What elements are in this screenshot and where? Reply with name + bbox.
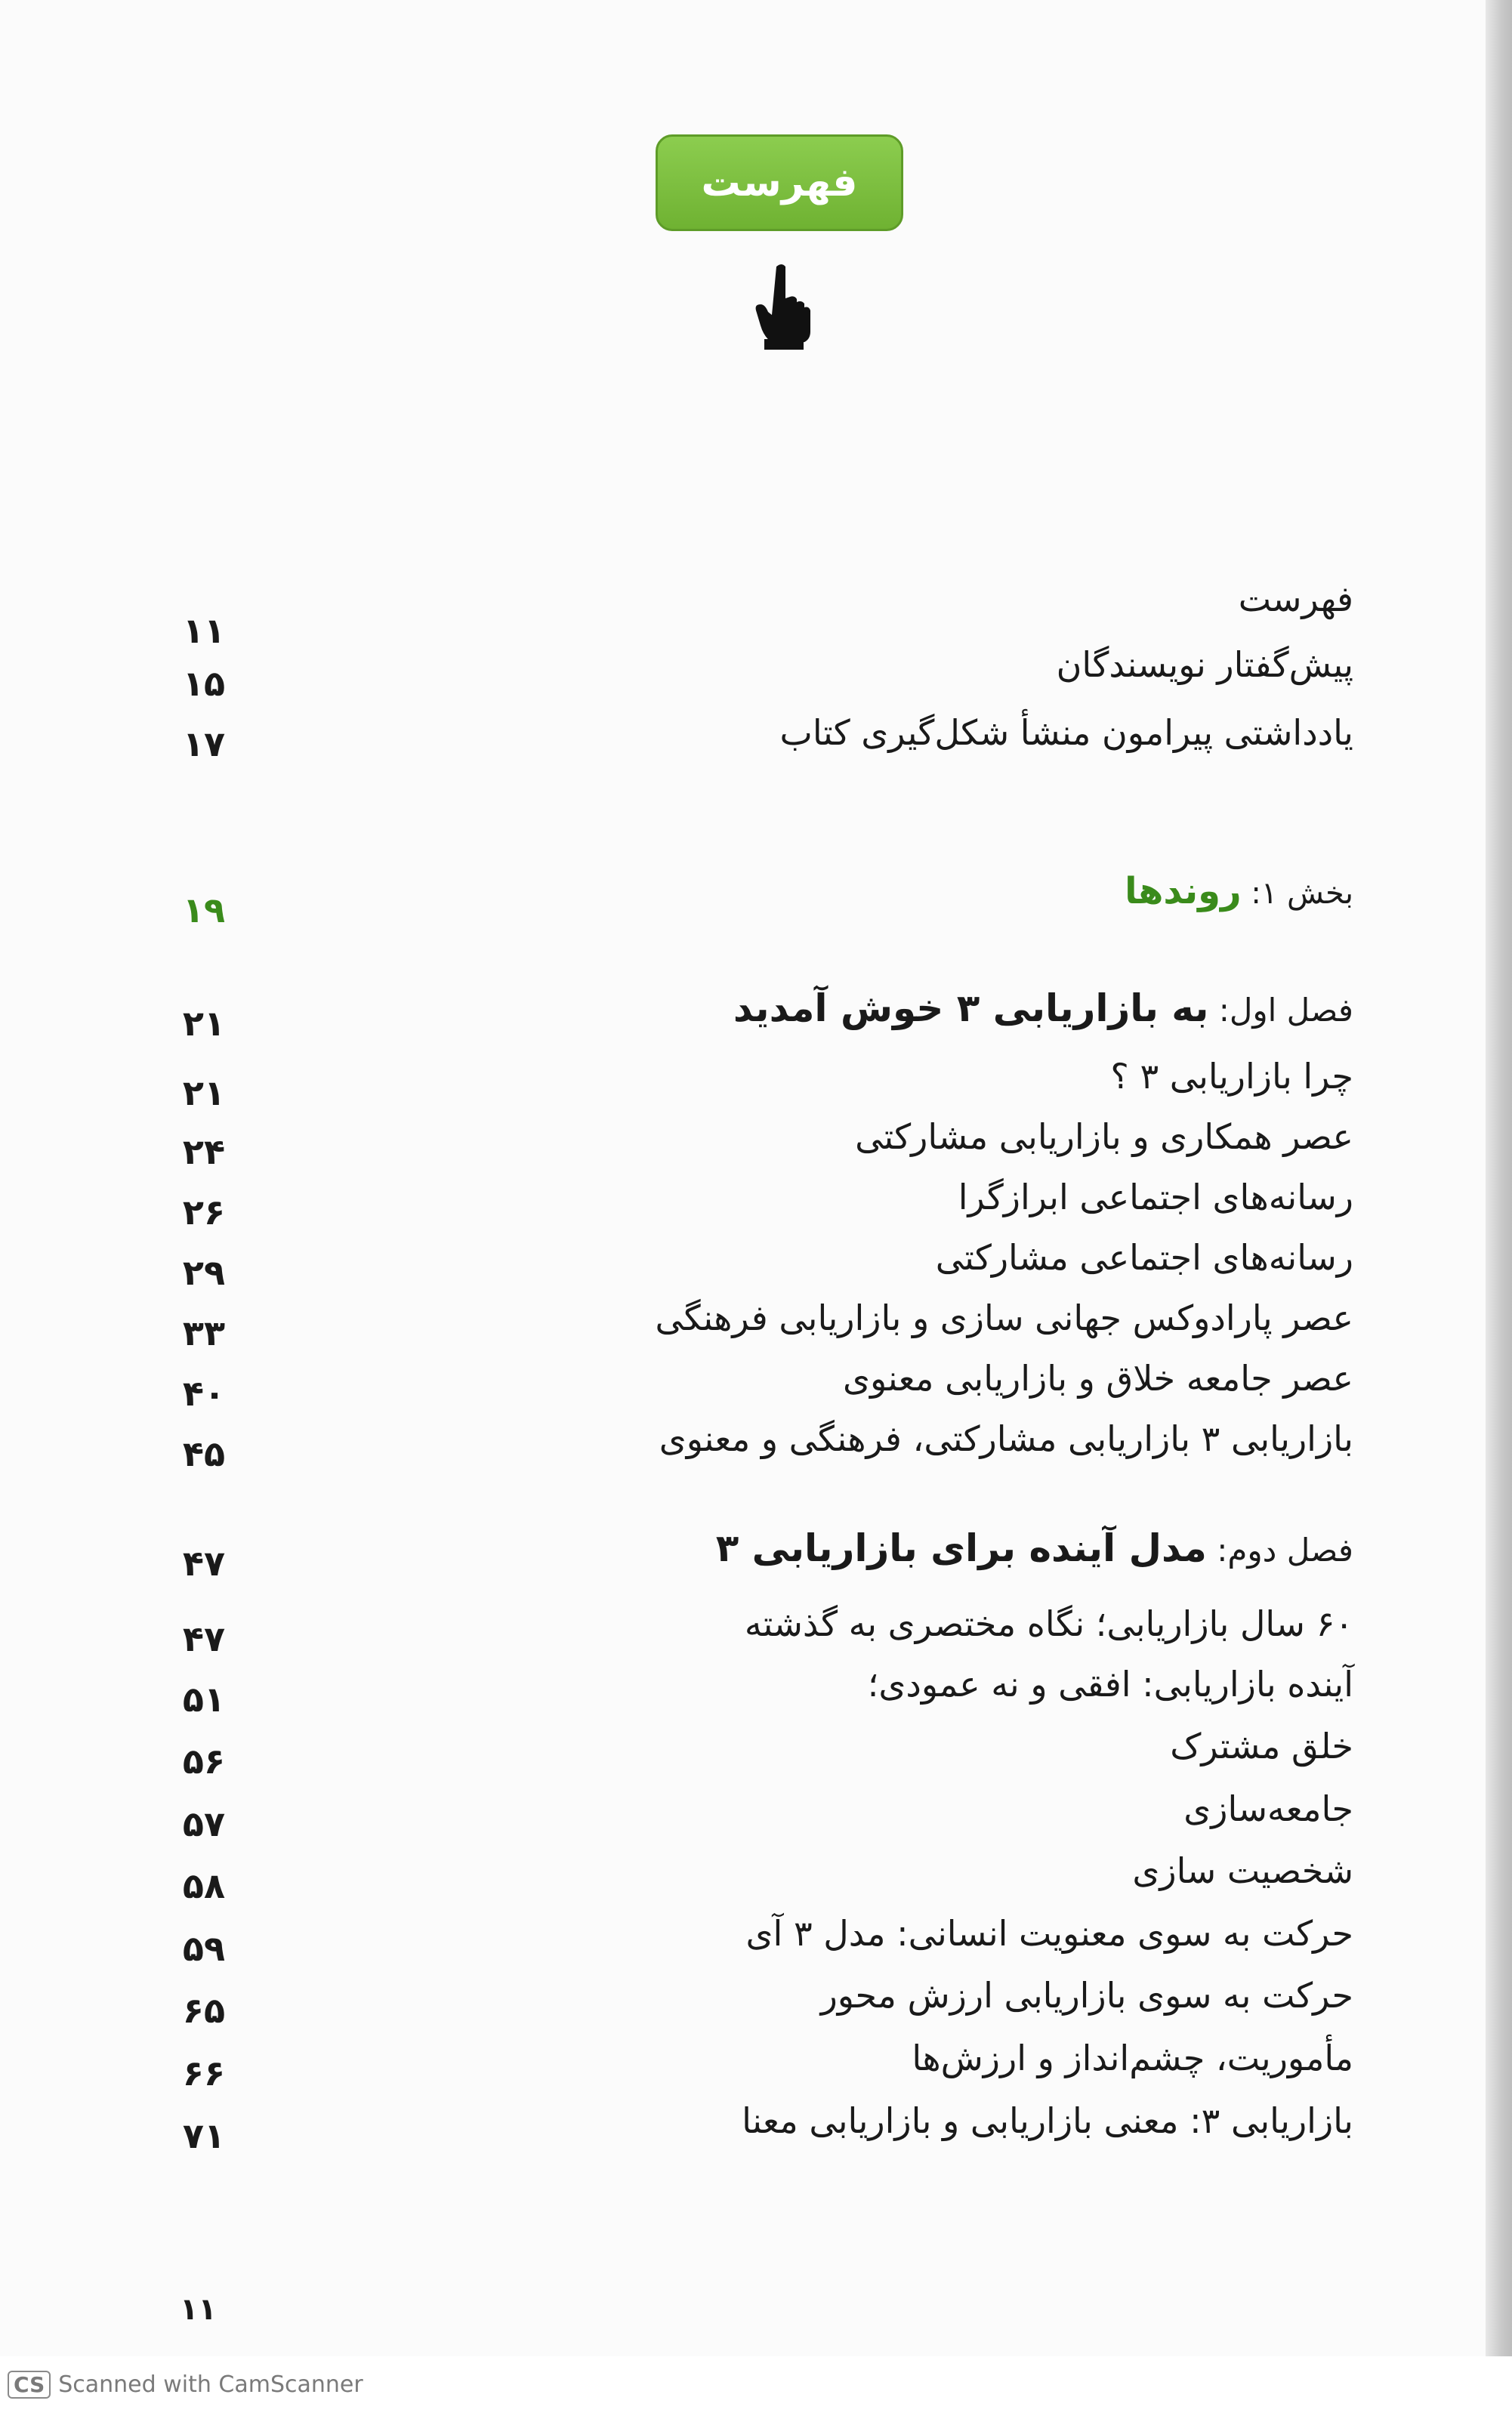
toc-entry-page: ۴۷ [182, 1618, 226, 1659]
toc-entry-title: مأموریت، چشم‌انداز و ارزش‌ها [912, 2038, 1353, 2078]
toc-chapter-name: مدل آینده برای بازاریابی ۳ [715, 1526, 1207, 1570]
toc-entry-page: ۲۱ [182, 1072, 226, 1113]
toc-entry-title: چرا بازاریابی ۳ ؟ [1110, 1056, 1353, 1097]
toc-part-page: ۱۹ [182, 890, 226, 930]
toc-entry-page: ۷۱ [182, 2115, 226, 2156]
toc-chapter-page: ۴۷ [182, 1543, 226, 1584]
toc-entry-title: عصر پارادوکس جهانی سازی و بازاریابی فرهنگی [655, 1297, 1353, 1338]
toc-entry [0, 1969, 1512, 2031]
toc-entry-page-row [0, 657, 1512, 710]
toc-entry-page: ۴۰ [182, 1373, 226, 1414]
toc-entry [0, 1907, 1512, 1969]
toc-entry-page: ۱۵ [182, 663, 226, 704]
toc-entry [0, 1291, 1512, 1353]
toc-entry-page: ۴۵ [182, 1433, 226, 1474]
toc-entry [0, 1231, 1512, 1293]
scanner-watermark [8, 2365, 363, 2403]
toc-entry [0, 1110, 1512, 1172]
toc-entry [0, 1658, 1512, 1720]
toc-entry [0, 1720, 1512, 1782]
toc-chapter-page: ۲۱ [182, 1003, 226, 1044]
toc-chapter-name: به بازاریابی ۳ خوش آمدید [733, 986, 1209, 1030]
toc-entry-title: ۶۰ سال بازاریابی؛ نگاه مختصری به گذشته [744, 1603, 1353, 1644]
toc-entry-title: عصر جامعه خلاق و بازاریابی معنوی [842, 1358, 1353, 1399]
toc-entry [0, 1171, 1512, 1233]
toc-entry-title: فهرست [1238, 579, 1353, 619]
toc-header-badge [656, 134, 903, 231]
toc-entry [0, 1050, 1512, 1113]
toc-entry [0, 1352, 1512, 1414]
toc-entry-page: ۲۶ [182, 1192, 226, 1233]
toc-entry-page: ۲۹ [182, 1252, 226, 1293]
toc-entry-title: خلق مشترک [1170, 1726, 1353, 1766]
toc-chapter-prefix: فصل دوم: [1217, 1532, 1353, 1569]
toc-entry-page: ۵۹ [182, 1928, 226, 1969]
toc-part-name: روندها [1125, 870, 1242, 912]
toc-chapter-heading [0, 1522, 1512, 1584]
toc-entry-title: جامعه‌سازی [1183, 1788, 1353, 1829]
toc-entry-page: ۱۱ [182, 610, 226, 651]
toc-entry-page: ۳۳ [182, 1313, 226, 1353]
toc-entry-title: رسانه‌های اجتماعی مشارکتی [935, 1237, 1353, 1278]
scanner-badge: CS [8, 2371, 51, 2399]
scanner-text: Scanned with CamScanner [58, 2371, 363, 2398]
toc-part-prefix: بخش ۱: [1251, 876, 1353, 911]
toc-entry-title: یادداشتی پیرامون منشأ شکل‌گیری کتاب [779, 712, 1353, 753]
page-number: ۱۱ [180, 2292, 217, 2327]
toc-entry-title: شخصیت سازی [1132, 1850, 1353, 1891]
toc-entry [0, 1844, 1512, 1906]
toc-entry-title: آینده بازاریابی: افقی و نه عمودی؛ [867, 1664, 1353, 1705]
toc-entry-title: بازاریابی ۳: معنی بازاریابی و بازاریابی معنا [742, 2100, 1353, 2141]
toc-entry-title: رسانه‌های اجتماعی ابرازگرا [958, 1177, 1353, 1217]
toc-entry-title: حرکت به سوی بازاریابی ارزش محور [820, 1975, 1353, 2016]
toc-entry-page: ۶۶ [182, 2053, 226, 2094]
toc-chapter-prefix: فصل اول: [1218, 992, 1353, 1029]
toc-entry [0, 2032, 1512, 2094]
toc-chapter-title [733, 982, 1353, 1037]
toc-entry [0, 1412, 1512, 1474]
toc-entry-page: ۵۸ [182, 1865, 226, 1906]
toc-entry [0, 706, 1512, 764]
toc-entry [0, 1782, 1512, 1844]
toc-entry-page: ۵۶ [182, 1741, 226, 1782]
toc-header-title: فهرست [701, 160, 858, 205]
toc-chapter-title [716, 1522, 1353, 1577]
toc-entry-title: حرکت به سوی معنویت انسانی: مدل ۳ آی [745, 1913, 1353, 1954]
toc-entry [0, 1597, 1512, 1659]
toc-entry-title: عصر همکاری و بازاریابی مشارکتی [855, 1116, 1353, 1157]
toc-entry-page: ۶۵ [182, 1990, 226, 2031]
pointing-hand-icon [748, 261, 816, 351]
toc-entry-title: پیش‌گفتار نویسندگان [1056, 644, 1353, 685]
toc-entry [0, 2094, 1512, 2156]
toc-part-heading [0, 865, 1512, 930]
toc-entry-page: ۲۴ [182, 1131, 226, 1172]
toc-part-title [1125, 865, 1353, 920]
toc-chapter-heading [0, 982, 1512, 1044]
toc-entry-page: ۵۷ [182, 1804, 226, 1844]
toc-entry-page: ۵۱ [182, 1679, 226, 1720]
toc-entry-page: ۱۷ [182, 724, 226, 764]
toc-entry-title: بازاریابی ۳ بازاریابی مشارکتی، فرهنگی و معنوی [659, 1418, 1353, 1459]
